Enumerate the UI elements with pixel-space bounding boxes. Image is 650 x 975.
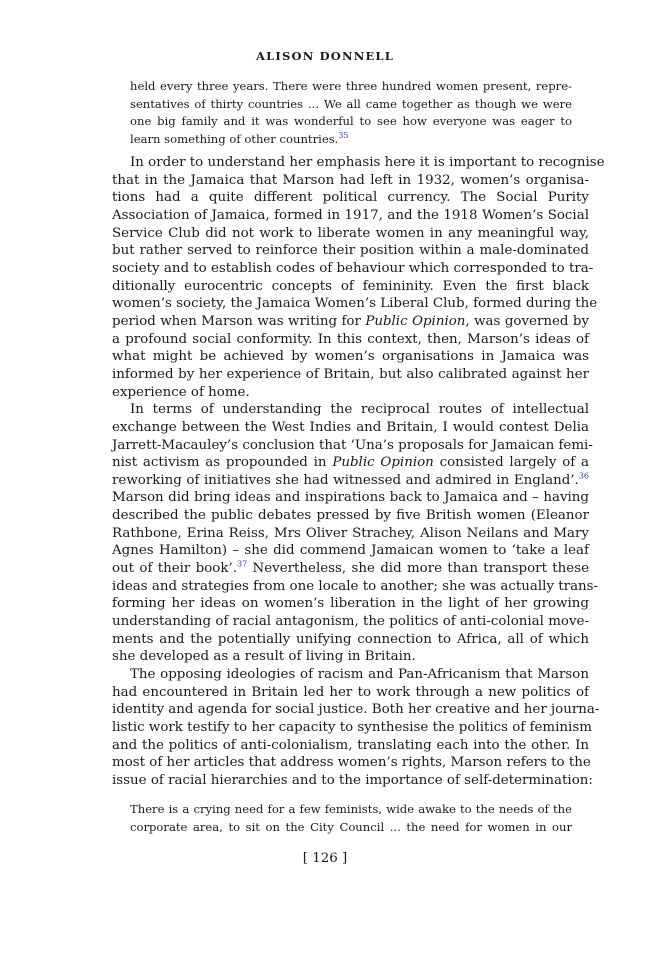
body-line-text: Nevertheless, she did more than transport these (247, 561, 590, 577)
body-line: understanding of racial antagonism, the politics of anti-colonial move- (112, 614, 589, 630)
block-quote-bottom (130, 801, 572, 836)
body-line: listic work testify to her capacity to synthesise the politics of feminism (112, 720, 592, 735)
body-line: exchange between the West Indies and Britain, I would contest Delia (112, 419, 589, 435)
body-line: informed by her experience of Britain, but also calibrated against her (112, 366, 589, 382)
quote-line: one big family and it was wonderful to see how everyone was eager to (130, 114, 572, 129)
body-line-text: , was governed by (465, 313, 590, 329)
body-line-text: consisted largely of a (433, 455, 589, 471)
body-line: identity and agenda for social justice. Both her creative and her journa- (112, 702, 600, 718)
body-line (112, 454, 589, 472)
quote-line (130, 131, 572, 149)
footnote-marker-35[interactable]: 35 (338, 130, 349, 140)
body-line-text: out of their book’. (112, 561, 237, 577)
body-line: but rather served to reinforce their position within a male-dominated (112, 243, 589, 259)
paragraph-3 (112, 666, 600, 790)
quote-line: sentatives of thirty countries ... We all came together as though we were (130, 96, 572, 111)
footnote-marker-36[interactable]: 36 (578, 471, 589, 481)
body-line: most of her articles that address women’s rights, Marson refers to the (112, 755, 591, 771)
quote-line-text: learn something of other countries. (130, 131, 339, 146)
body-line (112, 472, 589, 490)
body-line: Marson did bring ideas and inspirations back to Jamaica and – having (112, 490, 589, 506)
body-text (112, 154, 605, 790)
body-line: In terms of understanding the reciprocal routes of intellectual (130, 402, 589, 418)
quote-line: held every three years. There were three hundred women present, repre- (130, 79, 572, 93)
body-line: The opposing ideologies of racism and Pan-Africanism that Marson (130, 667, 589, 683)
body-line (112, 313, 589, 331)
footnote-marker-37[interactable]: 37 (236, 559, 248, 569)
body-line: ditionally eurocentric concepts of femininity. Even the first black (112, 278, 589, 294)
quote-line: corporate area, to sit on the City Council ... the need for women in our (130, 819, 572, 834)
body-line: ideas and strategies from one locale to another; she was actually trans- (112, 578, 599, 594)
page-number: [ 126 ] (302, 851, 348, 866)
body-line: she developed as a result of living in Britain. (112, 649, 416, 665)
body-line-text: period when Marson was writing for (112, 313, 366, 329)
body-line (112, 560, 589, 578)
body-line: and the politics of anti-colonialism, translating each into the other. In (112, 737, 589, 753)
body-line: described the public debates pressed by five British women (Eleanor (112, 508, 589, 524)
body-line: experience of home. (112, 384, 250, 400)
body-line: tions had a quite different political currency. The Social Purity (112, 190, 589, 206)
body-line-text: reworking of initiatives she had witnessed and admired in England’. (112, 472, 579, 488)
body-line: a profound social conformity. In this context, then, Marson’s ideas of (112, 331, 589, 347)
body-line: issue of racial hierarchies and to the importance of self-determination: (112, 772, 593, 788)
body-line: ments and the potentially unifying connection to Africa, all of which (112, 631, 589, 647)
block-quote-top (130, 78, 572, 148)
body-line: In order to understand her emphasis here it is important to recognise (130, 155, 605, 170)
body-line: what might be achieved by women’s organisations in Jamaica was (112, 349, 589, 365)
body-line: Service Club did not work to liberate women in any meaningful way, (112, 225, 589, 241)
quote-line: There is a crying need for a few feminists, wide awake to the needs of the (130, 802, 572, 816)
body-line: Association of Jamaica, formed in 1917, and the 1918 Women’s Social (112, 207, 589, 223)
body-line: forming her ideas on women’s liberation in the light of her growing (112, 596, 589, 612)
italic-title: Public Opinion (365, 313, 466, 329)
body-line: had encountered in Britain led her to work through a new politics of (112, 684, 589, 700)
paragraph-2 (112, 401, 599, 666)
body-line: that in the Jamaica that Marson had left in 1932, women’s organisa- (112, 172, 589, 188)
body-line: Agnes Hamilton) – she did commend Jamaican women to ‘take a leaf (112, 543, 589, 559)
italic-title: Public Opinion (332, 455, 434, 471)
body-line: society and to establish codes of behaviour which corresponded to tra- (112, 260, 594, 276)
body-line: women’s society, the Jamaica Women’s Liberal Club, formed during the (112, 296, 598, 312)
body-line-text: nist activism as propounded in (112, 455, 333, 471)
body-line: Rathbone, Erina Reiss, Mrs Oliver Strachey, Alison Neilans and Mary (112, 525, 589, 541)
paragraph-1 (112, 154, 605, 401)
running-head: ALISON DONNELL (256, 49, 394, 63)
body-line: Jarrett-Macauley’s conclusion that ‘Una’s proposals for Jamaican femi- (112, 437, 593, 453)
